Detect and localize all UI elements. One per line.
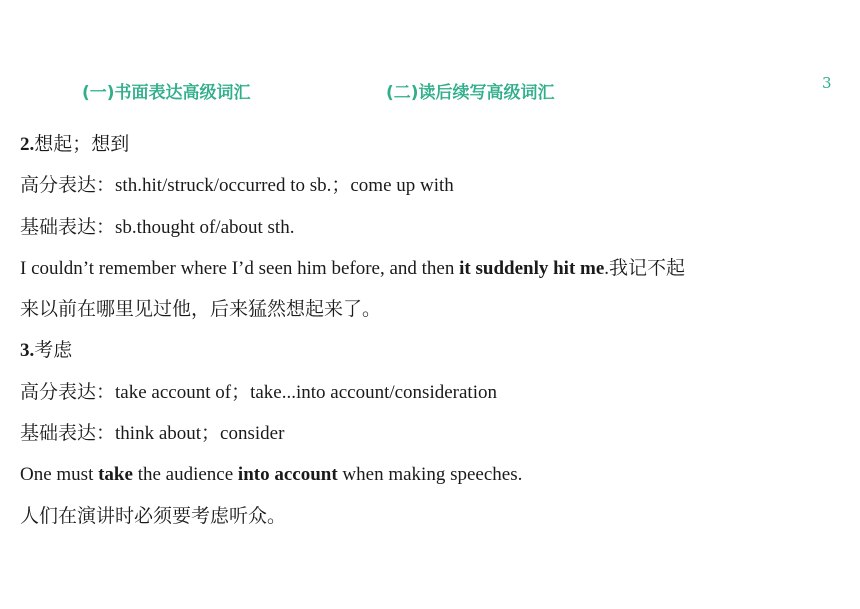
item-2-title: 想起；想到: [34, 133, 130, 155]
tab-continuation-writing-vocabulary[interactable]: (二)读后续写高级词汇: [386, 83, 555, 103]
basic-label: 基础表达：: [20, 215, 116, 238]
example-text: the audience: [132, 464, 238, 486]
example-text-end: .: [604, 257, 610, 279]
example-bold-phrase: into account: [237, 464, 338, 486]
advanced-label: 高分表达：: [20, 380, 116, 403]
item-3-example: [20, 454, 850, 495]
example-text: One must: [20, 464, 99, 486]
basic-text: sb.thought of/about sth.: [115, 216, 295, 238]
item-2-number: 2.: [20, 134, 35, 155]
basic-text: think about；consider: [115, 423, 285, 445]
example-text: when making speeches.: [337, 464, 523, 486]
example-bold-phrase: take: [98, 464, 133, 486]
item-3-heading: [20, 330, 850, 371]
example-translation-start: 我记不起: [609, 256, 686, 279]
item-3-example-translation: 人们在演讲时必须要考虑听众。: [20, 504, 287, 527]
item-2-basic-expression: [20, 207, 850, 248]
tab-written-expression-vocabulary[interactable]: (一)书面表达高级词汇: [82, 83, 251, 103]
basic-label: 基础表达：: [20, 422, 116, 445]
item-2-example-line-1: [20, 248, 850, 289]
item-3-advanced-expression: [20, 372, 850, 413]
item-3-title: 考虑: [34, 339, 73, 362]
item-3-number: 3.: [20, 340, 35, 362]
item-2-heading: [20, 124, 850, 165]
advanced-text: sth.hit/struck/occurred to sb.；come up with: [115, 175, 454, 197]
example-text: I couldn’t remember where I’d seen him before, and then: [20, 257, 460, 279]
item-2-advanced-expression: [20, 165, 850, 206]
example-bold-phrase: it suddenly hit me: [459, 257, 605, 279]
item-2-example-line-2: 来以前在哪里见过他，后来猛然想起来了。: [20, 298, 382, 321]
advanced-label: 高分表达：: [20, 174, 116, 197]
vocabulary-content: [20, 124, 850, 537]
page-number: 3: [822, 74, 832, 92]
advanced-text: take account of；take...into account/consideration: [115, 381, 497, 403]
item-3-basic-expression: [20, 413, 850, 454]
